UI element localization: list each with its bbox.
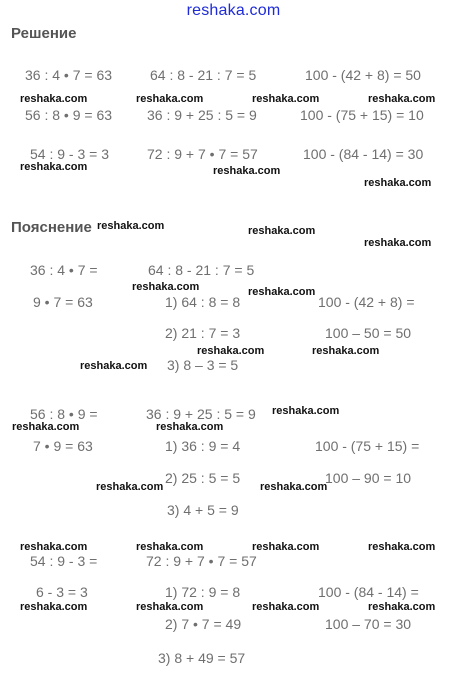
watermark: reshaka.com: [252, 541, 320, 553]
watermark: reshaka.com: [368, 541, 436, 553]
explanation-step: 3) 8 – 3 = 5: [167, 357, 239, 373]
explanation-step: 100 – 50 = 50: [325, 325, 412, 341]
explanation-step: 100 - (84 - 14) =: [318, 584, 419, 600]
explanation-step: 3) 8 + 49 = 57: [158, 650, 246, 666]
explanation-step: 6 - 3 = 3: [36, 584, 88, 600]
watermark: reshaka.com: [368, 601, 436, 613]
explanation-step: 54 : 9 - 3 =: [30, 553, 98, 569]
watermark: reshaka.com: [80, 360, 148, 372]
solution-equation: 56 : 8 • 9 = 63: [25, 107, 113, 123]
solution-equation: 64 : 8 - 21 : 7 = 5: [150, 67, 257, 83]
watermark: reshaka.com: [248, 225, 316, 237]
explanation-step: 1) 36 : 9 = 4: [165, 438, 241, 454]
site-header-logo[interactable]: reshaka.com: [186, 2, 281, 19]
watermark: reshaka.com: [213, 165, 281, 177]
watermark: reshaka.com: [20, 93, 88, 105]
watermark: reshaka.com: [364, 177, 432, 189]
solution-heading: Решение: [11, 25, 77, 42]
watermark: reshaka.com: [20, 601, 88, 613]
explanation-step: 72 : 9 + 7 • 7 = 57: [146, 553, 257, 569]
explanation-step: 100 – 90 = 10: [325, 470, 412, 486]
explanation-step: 100 - (75 + 15) =: [315, 438, 420, 454]
watermark: reshaka.com: [20, 541, 88, 553]
explanation-step: 7 • 9 = 63: [33, 438, 93, 454]
watermark: reshaka.com: [252, 601, 320, 613]
watermark: reshaka.com: [20, 161, 88, 173]
watermark: reshaka.com: [260, 481, 328, 493]
watermark: reshaka.com: [97, 220, 165, 232]
watermark: reshaka.com: [272, 405, 340, 417]
watermark: reshaka.com: [368, 93, 436, 105]
explanation-step: 1) 64 : 8 = 8: [165, 294, 241, 310]
watermark: reshaka.com: [136, 541, 204, 553]
watermark: reshaka.com: [12, 421, 80, 433]
watermark: reshaka.com: [96, 481, 164, 493]
watermark: reshaka.com: [136, 93, 204, 105]
solution-equation: 72 : 9 + 7 • 7 = 57: [147, 146, 258, 162]
explanation-step: 100 – 70 = 30: [325, 616, 412, 632]
explanation-step: 2) 25 : 5 = 5: [165, 470, 241, 486]
explanation-step: 100 - (42 + 8) =: [318, 294, 415, 310]
solution-equation: 100 - (75 + 15) = 10: [300, 107, 424, 123]
explanation-step: 2) 21 : 7 = 3: [165, 325, 241, 341]
solution-equation: 54 : 9 - 3 = 3: [30, 146, 109, 162]
solution-equation: 100 - (42 + 8) = 50: [305, 67, 421, 83]
solution-equation: 36 : 9 + 25 : 5 = 9: [147, 107, 257, 123]
watermark: reshaka.com: [248, 286, 316, 298]
solution-equation: 36 : 4 • 7 = 63: [25, 67, 113, 83]
explanation-step: 56 : 8 • 9 =: [30, 406, 98, 422]
explanation-step: 9 • 7 = 63: [33, 294, 93, 310]
watermark: reshaka.com: [252, 93, 320, 105]
watermark: reshaka.com: [312, 345, 380, 357]
watermark: reshaka.com: [136, 601, 204, 613]
explanation-step: 2) 7 • 7 = 49: [165, 616, 242, 632]
explanation-step: 3) 4 + 5 = 9: [167, 502, 239, 518]
explanation-step: 64 : 8 - 21 : 7 = 5: [148, 262, 255, 278]
explanation-step: 36 : 9 + 25 : 5 = 9: [146, 406, 256, 422]
watermark: reshaka.com: [197, 345, 265, 357]
explanation-step: 36 : 4 • 7 =: [30, 262, 98, 278]
explanation-step: 1) 72 : 9 = 8: [165, 584, 241, 600]
explanation-heading: Пояснение: [11, 219, 92, 236]
watermark: reshaka.com: [156, 421, 224, 433]
watermark: reshaka.com: [132, 281, 200, 293]
watermark: reshaka.com: [364, 237, 432, 249]
solution-equation: 100 - (84 - 14) = 30: [303, 146, 424, 162]
